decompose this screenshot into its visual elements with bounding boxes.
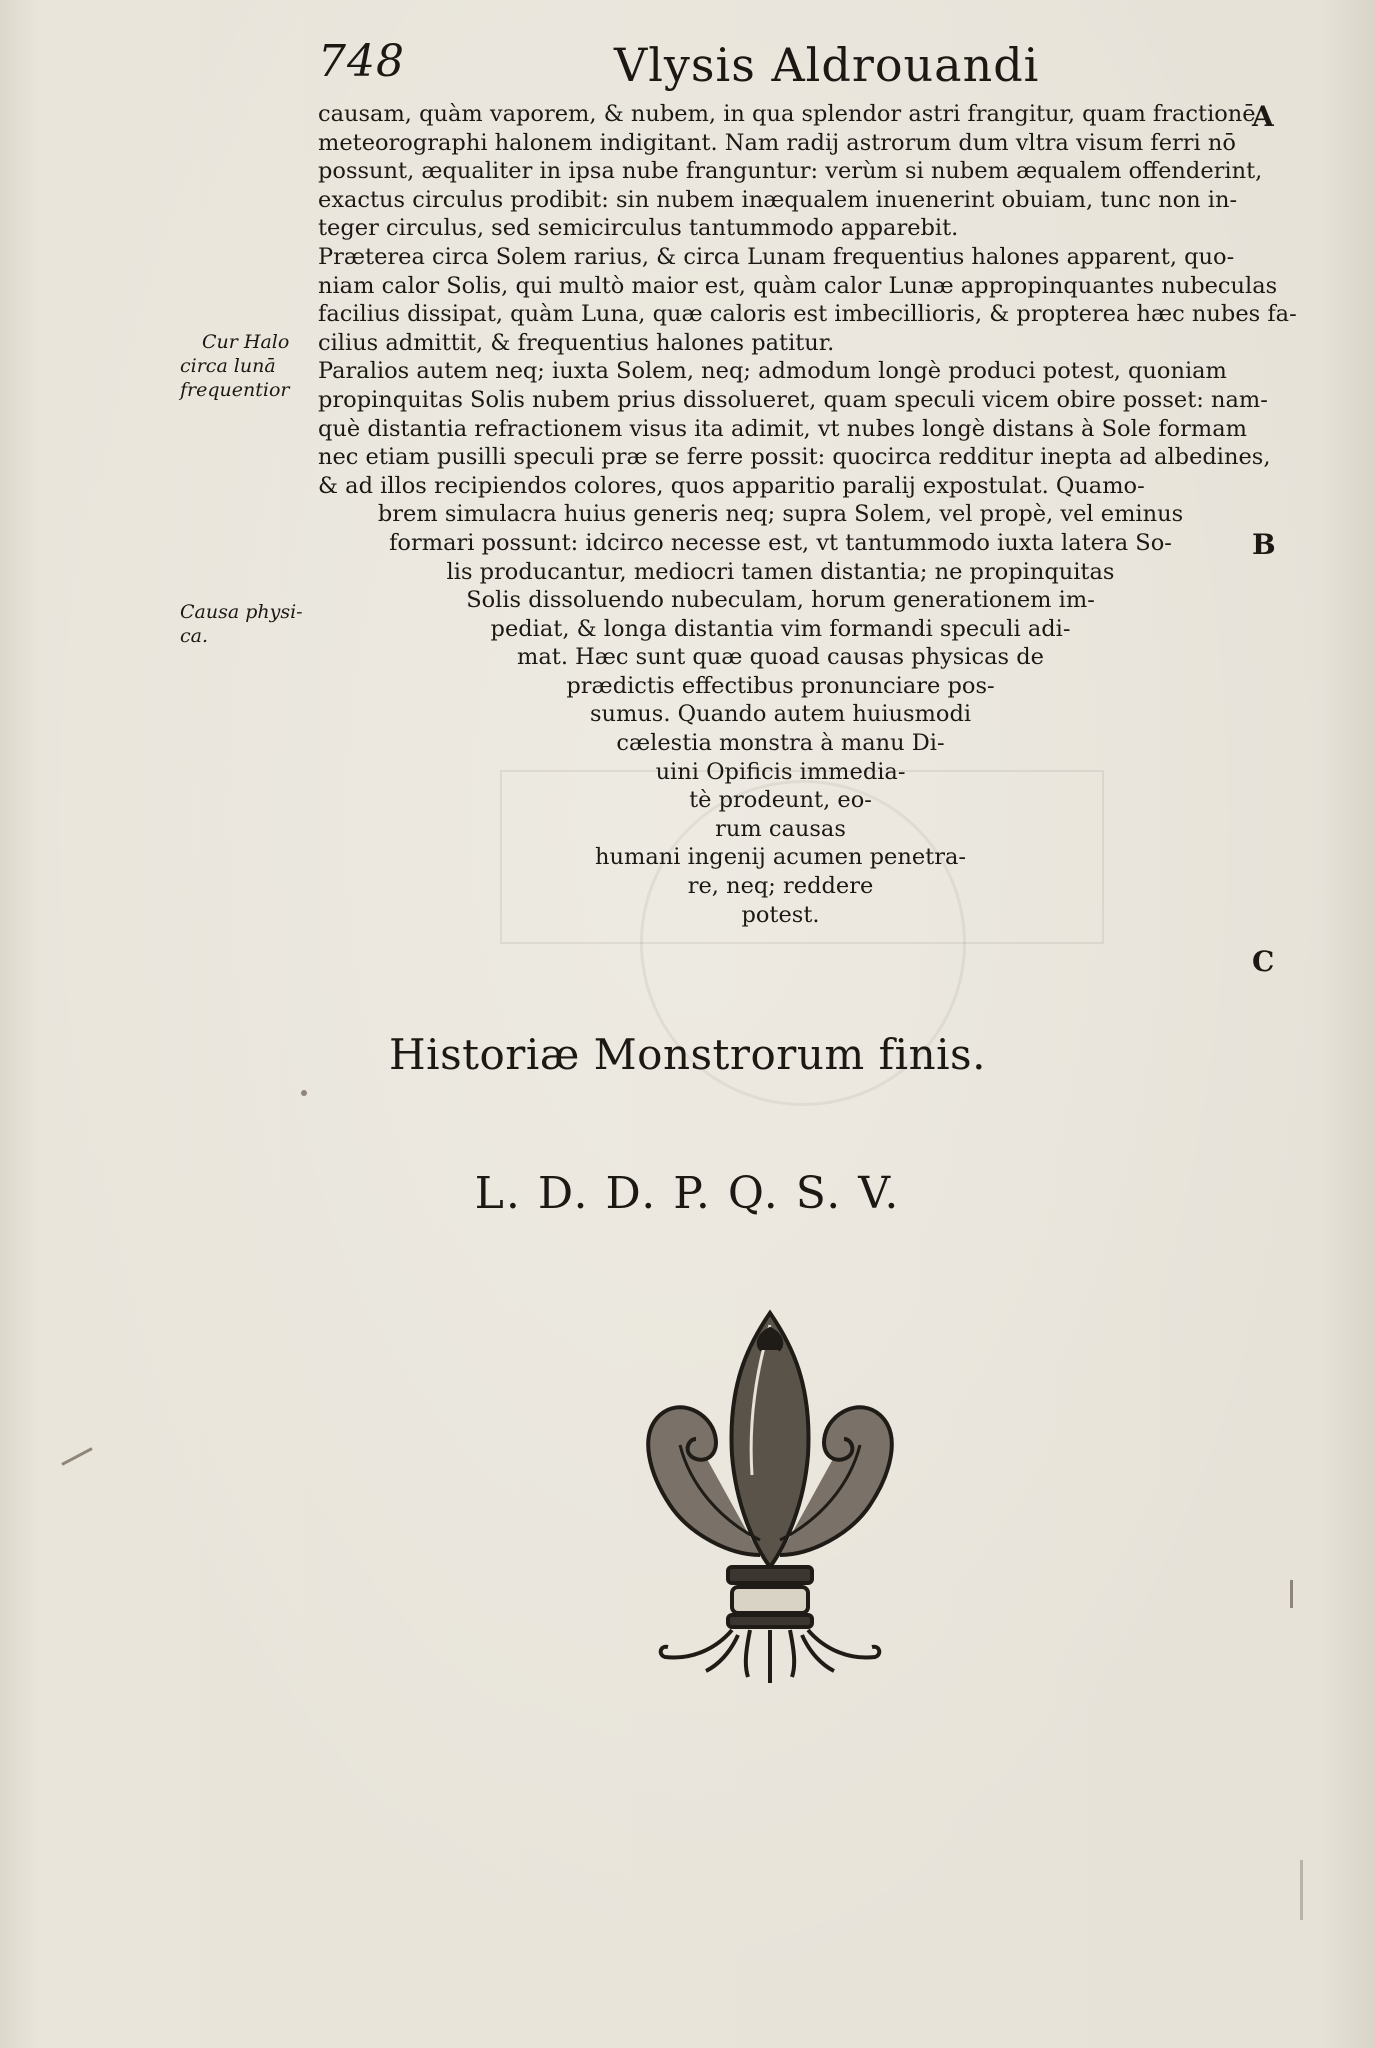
text-line: què distantia refractionem visus ita adimit, vt nubes longè distans à Sole formam <box>318 415 1247 442</box>
ink-speck <box>301 1090 307 1096</box>
text-line: potest. <box>741 901 820 928</box>
text-line: pediat, & longa distantia vim formandi speculi adi- <box>490 615 1071 642</box>
text-line: sumus. Quando autem huiusmodi <box>589 701 972 728</box>
text-line: mat. Hæc sunt quæ quoad causas physicas de <box>517 644 1044 671</box>
running-title: Vlysis Aldrouandi <box>614 38 1040 92</box>
text-line: Præterea circa Solem rarius, & circa Lunam frequentius halones apparent, quo- <box>318 243 1235 270</box>
page-number: 748 <box>318 36 405 87</box>
text-line: teger circulus, sed semicirculus tantummodo apparebit. <box>318 215 959 242</box>
ink-scratch <box>1290 1580 1293 1608</box>
text-line: propinquitas Solis nubem prius dissolueret, quam speculi vicem obire posset: nam- <box>318 386 1268 413</box>
margin-note-line: Cur Halo <box>202 331 290 353</box>
side-letter-b: B <box>1252 528 1276 561</box>
finis-heading: Historiæ Monstrorum finis. <box>389 1030 986 1079</box>
margin-note-physica <box>180 600 310 648</box>
ink-scratch <box>61 1447 92 1466</box>
ink-scratch <box>1300 1860 1303 1920</box>
text-line: rum causas <box>715 815 846 842</box>
text-line: lis producantur, mediocri tamen distantia; ne propinquitas <box>446 558 1115 585</box>
side-letter-c: C <box>1252 945 1275 978</box>
text-line: meteorographi halonem indigitant. Nam radij astrorum dum vltra visum ferri nō <box>318 129 1236 156</box>
margin-note-line: Causa physi- <box>180 601 303 623</box>
text-line: possunt, æqualiter in ipsa nube franguntur: verùm si nubem æqualem offenderint, <box>318 158 1263 185</box>
text-line: cilius admittit, & frequentius halones patitur. <box>318 329 835 356</box>
text-line: & ad illos recipiendos colores, quos apparitio paralij expostulat. Quamo- <box>318 472 1145 499</box>
text-line: exactus circulus prodibit: sin nubem inæqualem inuenerint obuiam, tunc non in- <box>318 186 1238 213</box>
text-line: facilius dissipat, quàm Luna, quæ caloris est imbecillioris, & propterea hæc nubes fa- <box>318 301 1297 328</box>
text-line: tè prodeunt, eo- <box>689 787 872 814</box>
fleur-de-lis-icon <box>620 1305 920 1685</box>
text-line: causam, quàm vaporem, & nubem, in qua splendor astri frangitur, quam fractionē <box>318 101 1256 127</box>
text-line: nec etiam pusilli speculi præ se ferre possit: quocirca redditur inepta ad albedines, <box>318 444 1271 471</box>
side-letter-a: A <box>1252 100 1274 133</box>
running-head <box>0 28 1375 98</box>
text-line: humani ingenij acumen penetra- <box>595 844 966 871</box>
margin-note-line: frequentior <box>180 379 290 401</box>
signature-line: L. D. D. P. Q. S. V. <box>474 1168 901 1219</box>
margin-note-line: circa lunā <box>180 355 276 377</box>
margin-note-halo <box>180 330 310 402</box>
text-line: niam calor Solis, qui multò maior est, quàm calor Lunæ appropinquantes nubeculas <box>318 272 1278 299</box>
body-text <box>318 100 1297 929</box>
text-line: re, neq; reddere <box>687 873 874 900</box>
text-line: Paralios autem neq; iuxta Solem, neq; admodum longè produci potest, quoniam <box>318 358 1227 385</box>
text-line: brem simulacra huius generis neq; supra Solem, vel propè, vel eminus <box>377 501 1184 528</box>
text-line: cælestia monstra à manu Di- <box>616 730 945 757</box>
text-line: Solis dissoluendo nubeculam, horum generationem im- <box>466 587 1095 614</box>
text-line: prædictis effectibus pronunciare pos- <box>566 672 995 699</box>
text-line: formari possunt: idcirco necesse est, vt tantummodo iuxta latera So- <box>389 529 1172 556</box>
margin-note-line: ca. <box>180 625 209 647</box>
text-line: uini Opificis immedia- <box>655 758 906 785</box>
